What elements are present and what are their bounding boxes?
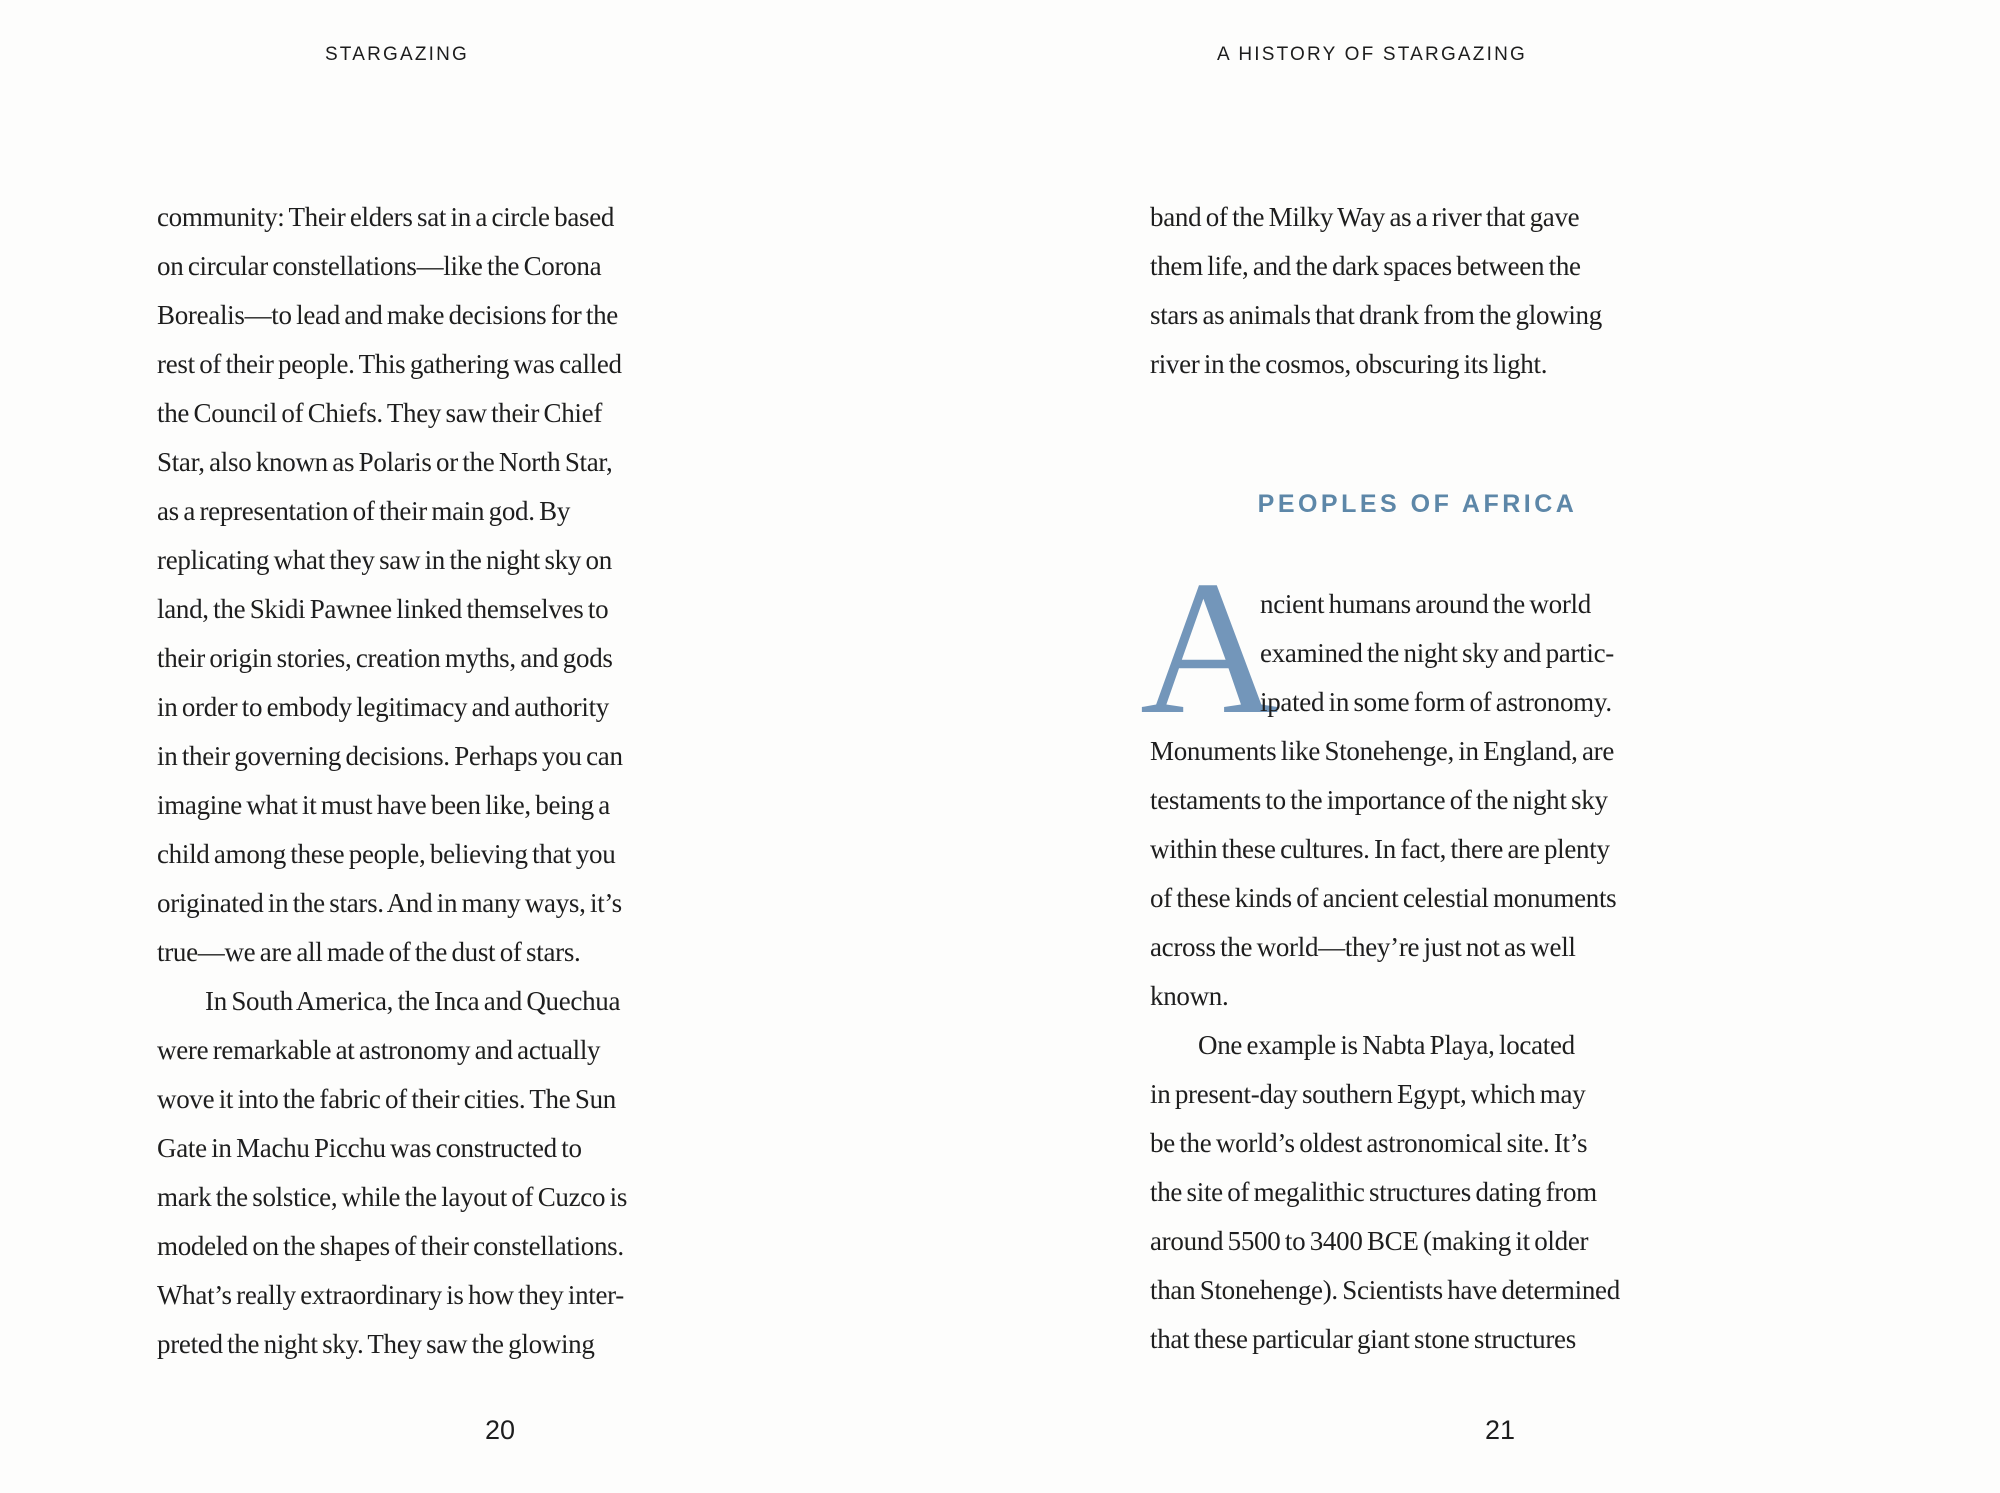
text-line: community: Their elders sat in a circle based	[157, 202, 615, 232]
text-line: Star, also known as Polaris or the North Star,	[157, 447, 613, 477]
text-line: river in the cosmos, obscuring its light.	[1150, 349, 1548, 379]
text-line: testaments to the importance of the night sky	[1150, 785, 1608, 815]
text-line: originated in the stars. And in many ways, it’s	[157, 888, 622, 918]
text-line: What’s really extraordinary is how they inter-	[157, 1280, 624, 1310]
text-line: Monuments like Stonehenge, in England, are	[1150, 736, 1615, 766]
text-line: of these kinds of ancient celestial monuments	[1150, 883, 1617, 913]
text-line: imagine what it must have been like, being a	[157, 790, 610, 820]
text-line: within these cultures. In fact, there are plenty	[1150, 834, 1610, 864]
page-number-left: 20	[484, 1415, 516, 1445]
text-line: in order to embody legitimacy and authority	[157, 692, 609, 722]
text-line: child among these people, believing that you	[157, 839, 616, 869]
text-line: preted the night sky. They saw the glowing	[157, 1329, 595, 1359]
text-line: true—we are all made of the dust of stars.	[157, 937, 581, 967]
text-line: as a representation of their main god. By	[157, 496, 571, 526]
drop-cap-letter: A	[1140, 541, 1279, 754]
text-line: rest of their people. This gathering was called	[157, 349, 622, 379]
text-line: examined the night sky and partic-	[1260, 638, 1614, 668]
text-line: them life, and the dark spaces between the	[1150, 251, 1581, 281]
text-line: In South America, the Inca and Quechua	[205, 986, 621, 1016]
page-number-right: 21	[1484, 1415, 1516, 1445]
text-line: modeled on the shapes of their constellations.	[157, 1231, 624, 1261]
text-line: in their governing decisions. Perhaps you can	[157, 741, 623, 771]
text-line: wove it into the fabric of their cities. The Sun	[157, 1084, 616, 1114]
text-line: on circular constellations—like the Corona	[157, 251, 602, 281]
text-line: around 5500 to 3400 BCE (making it older	[1150, 1226, 1589, 1256]
text-line: Gate in Machu Picchu was constructed to	[157, 1133, 582, 1163]
text-line: in present-day southern Egypt, which may	[1150, 1079, 1586, 1109]
text-line: known.	[1150, 981, 1229, 1011]
text-line: band of the Milky Way as a river that gave	[1150, 202, 1580, 232]
text-line: land, the Skidi Pawnee linked themselves to	[157, 594, 609, 624]
text-line: mark the solstice, while the layout of Cuzco is	[157, 1182, 628, 1212]
section-heading-peoples-of-africa: PEOPLES OF AFRICA	[1257, 490, 1578, 518]
text-line: stars as animals that drank from the glowing	[1150, 300, 1602, 330]
running-head-right: A HISTORY OF STARGAZING	[1217, 44, 1527, 65]
text-line: the site of megalithic structures dating from	[1150, 1177, 1597, 1207]
right-page-body-column	[1150, 580, 1685, 1364]
text-line: were remarkable at astronomy and actually	[157, 1035, 601, 1065]
text-line: ncient humans around the world	[1260, 589, 1591, 619]
text-line: replicating what they saw in the night sky on	[157, 545, 612, 575]
right-page-intro-column	[1150, 193, 1685, 389]
text-line: be the world’s oldest astronomical site. It’s	[1150, 1128, 1588, 1158]
text-line: than Stonehenge). Scientists have determined	[1150, 1275, 1620, 1305]
text-line: ipated in some form of astronomy.	[1260, 687, 1612, 717]
text-line: the Council of Chiefs. They saw their Chief	[157, 398, 603, 428]
left-page-text-column	[157, 193, 692, 1369]
text-line: their origin stories, creation myths, and gods	[157, 643, 613, 673]
text-line: Borealis—to lead and make decisions for the	[157, 300, 618, 330]
running-head-left: STARGAZING	[324, 44, 470, 65]
text-line: that these particular giant stone structures	[1150, 1324, 1576, 1354]
text-line: across the world—they’re just not as well	[1150, 932, 1576, 962]
text-line: One example is Nabta Playa, located	[1198, 1030, 1575, 1060]
